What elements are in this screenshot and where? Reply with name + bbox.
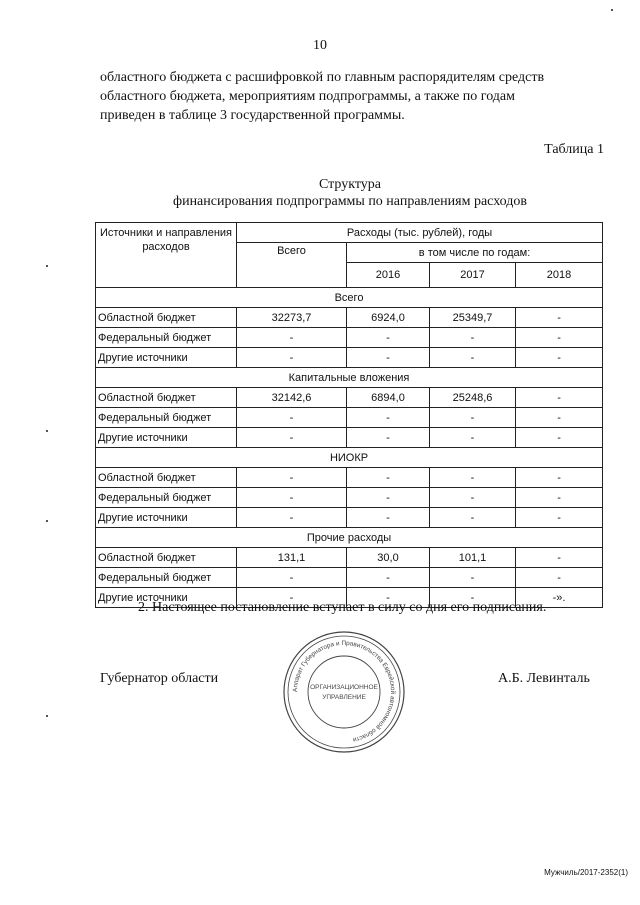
row-label: Федеральный бюджет bbox=[96, 568, 237, 588]
row-label: Областной бюджет bbox=[96, 548, 237, 568]
row-value: - bbox=[347, 428, 430, 448]
governor-title: Губернатор области bbox=[100, 671, 219, 686]
row-value: - bbox=[237, 408, 347, 428]
row-value: - bbox=[516, 388, 603, 408]
section-title: Капитальные вложения bbox=[96, 368, 603, 388]
row-value: - bbox=[516, 508, 603, 528]
section-title: Всего bbox=[96, 288, 603, 308]
page-number: 10 bbox=[313, 38, 327, 53]
row-value: - bbox=[237, 488, 347, 508]
row-value: 6924,0 bbox=[347, 308, 430, 328]
section-row bbox=[96, 448, 603, 468]
table-label: Таблица 1 bbox=[544, 142, 604, 157]
intro-line-2: областного бюджета, мероприятиям подпрограммы, а также по годам bbox=[100, 89, 515, 104]
row-label: Федеральный бюджет bbox=[96, 488, 237, 508]
governor-name: А.Б. Левинталь bbox=[498, 671, 590, 686]
row-value: 32273,7 bbox=[237, 308, 347, 328]
row-value: - bbox=[237, 468, 347, 488]
scan-speck bbox=[46, 430, 48, 432]
scan-speck bbox=[46, 265, 48, 267]
stamp-outer-ring bbox=[284, 632, 404, 752]
row-value: - bbox=[347, 348, 430, 368]
row-value: - bbox=[347, 588, 430, 608]
table-row bbox=[96, 508, 603, 528]
header-year-2018: 2018 bbox=[516, 263, 603, 288]
row-value: - bbox=[237, 588, 347, 608]
row-value: - bbox=[347, 568, 430, 588]
section-title: НИОКР bbox=[96, 448, 603, 468]
row-value: - bbox=[237, 428, 347, 448]
table-row bbox=[96, 308, 603, 328]
row-value: - bbox=[347, 508, 430, 528]
row-value: - bbox=[430, 348, 516, 368]
row-label: Областной бюджет bbox=[96, 308, 237, 328]
row-value: - bbox=[516, 488, 603, 508]
row-value: - bbox=[516, 348, 603, 368]
row-value: 30,0 bbox=[347, 548, 430, 568]
scan-speck bbox=[46, 715, 48, 717]
row-value: - bbox=[237, 328, 347, 348]
row-label: Федеральный бюджет bbox=[96, 328, 237, 348]
row-value: - bbox=[430, 468, 516, 488]
row-value: - bbox=[430, 568, 516, 588]
row-label: Другие источники bbox=[96, 348, 237, 368]
section-title: Прочие расходы bbox=[96, 528, 603, 548]
row-value: - bbox=[430, 488, 516, 508]
row-value: - bbox=[516, 328, 603, 348]
row-value: - bbox=[347, 408, 430, 428]
table-title bbox=[0, 176, 640, 210]
row-value: - bbox=[516, 308, 603, 328]
row-value: 25349,7 bbox=[430, 308, 516, 328]
header-row bbox=[96, 223, 603, 243]
row-value: 25248,6 bbox=[430, 388, 516, 408]
row-label: Областной бюджет bbox=[96, 468, 237, 488]
row-label: Другие источники bbox=[96, 508, 237, 528]
header-year-2016: 2016 bbox=[347, 263, 430, 288]
row-value: - bbox=[237, 348, 347, 368]
table-title-line-2: финансирования подпрограммы по направлениям расходов bbox=[173, 194, 527, 209]
table-row bbox=[96, 428, 603, 448]
table-row bbox=[96, 548, 603, 568]
row-value: - bbox=[430, 328, 516, 348]
header-by-years: в том числе по годам: bbox=[347, 243, 603, 263]
row-value: - bbox=[430, 588, 516, 608]
row-value: 6894,0 bbox=[347, 388, 430, 408]
table-row bbox=[96, 488, 603, 508]
row-value: - bbox=[237, 508, 347, 528]
intro-line-3: приведен в таблице 3 государственной программы. bbox=[100, 108, 405, 123]
section-row bbox=[96, 288, 603, 308]
table-title-line-1: Структура bbox=[318, 177, 382, 192]
row-value: - bbox=[347, 488, 430, 508]
row-value: - bbox=[430, 508, 516, 528]
row-value: - bbox=[430, 428, 516, 448]
stamp-middle-ring bbox=[288, 636, 400, 748]
table-row bbox=[96, 408, 603, 428]
stamp-center-line-1: ОРГАНИЗАЦИОННОЕ bbox=[310, 684, 378, 691]
row-value: 131,1 bbox=[237, 548, 347, 568]
section-row bbox=[96, 528, 603, 548]
section-row bbox=[96, 368, 603, 388]
official-stamp bbox=[280, 628, 408, 756]
table-row bbox=[96, 348, 603, 368]
decree-text: 2. Настоящее постановление вступает в силу со дня его подписания. bbox=[138, 600, 547, 615]
header-expenses: Расходы (тыс. рублей), годы bbox=[237, 223, 603, 243]
row-value: - bbox=[516, 408, 603, 428]
row-label: Другие источники bbox=[96, 428, 237, 448]
row-value: - bbox=[347, 468, 430, 488]
intro-line-1: областного бюджета с расшифровкой по главным распорядителям средств bbox=[100, 70, 545, 85]
row-value: 32142,6 bbox=[237, 388, 347, 408]
scan-speck bbox=[46, 520, 48, 522]
row-label: Федеральный бюджет bbox=[96, 408, 237, 428]
row-value: - bbox=[516, 548, 603, 568]
row-value: - bbox=[516, 568, 603, 588]
row-value: -». bbox=[516, 588, 603, 608]
row-label: Областной бюджет bbox=[96, 388, 237, 408]
stamp-center-line-2: УПРАВЛЕНИЕ bbox=[322, 694, 366, 701]
row-value: - bbox=[516, 428, 603, 448]
row-value: - bbox=[237, 568, 347, 588]
row-label: Другие источники bbox=[96, 588, 237, 608]
table-row bbox=[96, 388, 603, 408]
row-value: 101,1 bbox=[430, 548, 516, 568]
header-total: Всего bbox=[237, 243, 347, 288]
stamp-inner-ring bbox=[308, 656, 380, 728]
header-year-2017: 2017 bbox=[430, 263, 516, 288]
scan-speck bbox=[611, 9, 613, 11]
row-value: - bbox=[516, 468, 603, 488]
table-row bbox=[96, 568, 603, 588]
financing-table bbox=[95, 222, 603, 608]
stamp-ring-text: Аппарат Губернатора и Правительства Еврейской автономной области bbox=[291, 639, 397, 744]
table-row bbox=[96, 328, 603, 348]
table-body bbox=[96, 288, 603, 608]
table-row bbox=[96, 468, 603, 488]
header-sources: Источники и направления расходов bbox=[96, 223, 237, 288]
row-value: - bbox=[347, 328, 430, 348]
row-value: - bbox=[430, 408, 516, 428]
footer-code: Мужчиль/2017-2352(1) bbox=[544, 868, 628, 877]
